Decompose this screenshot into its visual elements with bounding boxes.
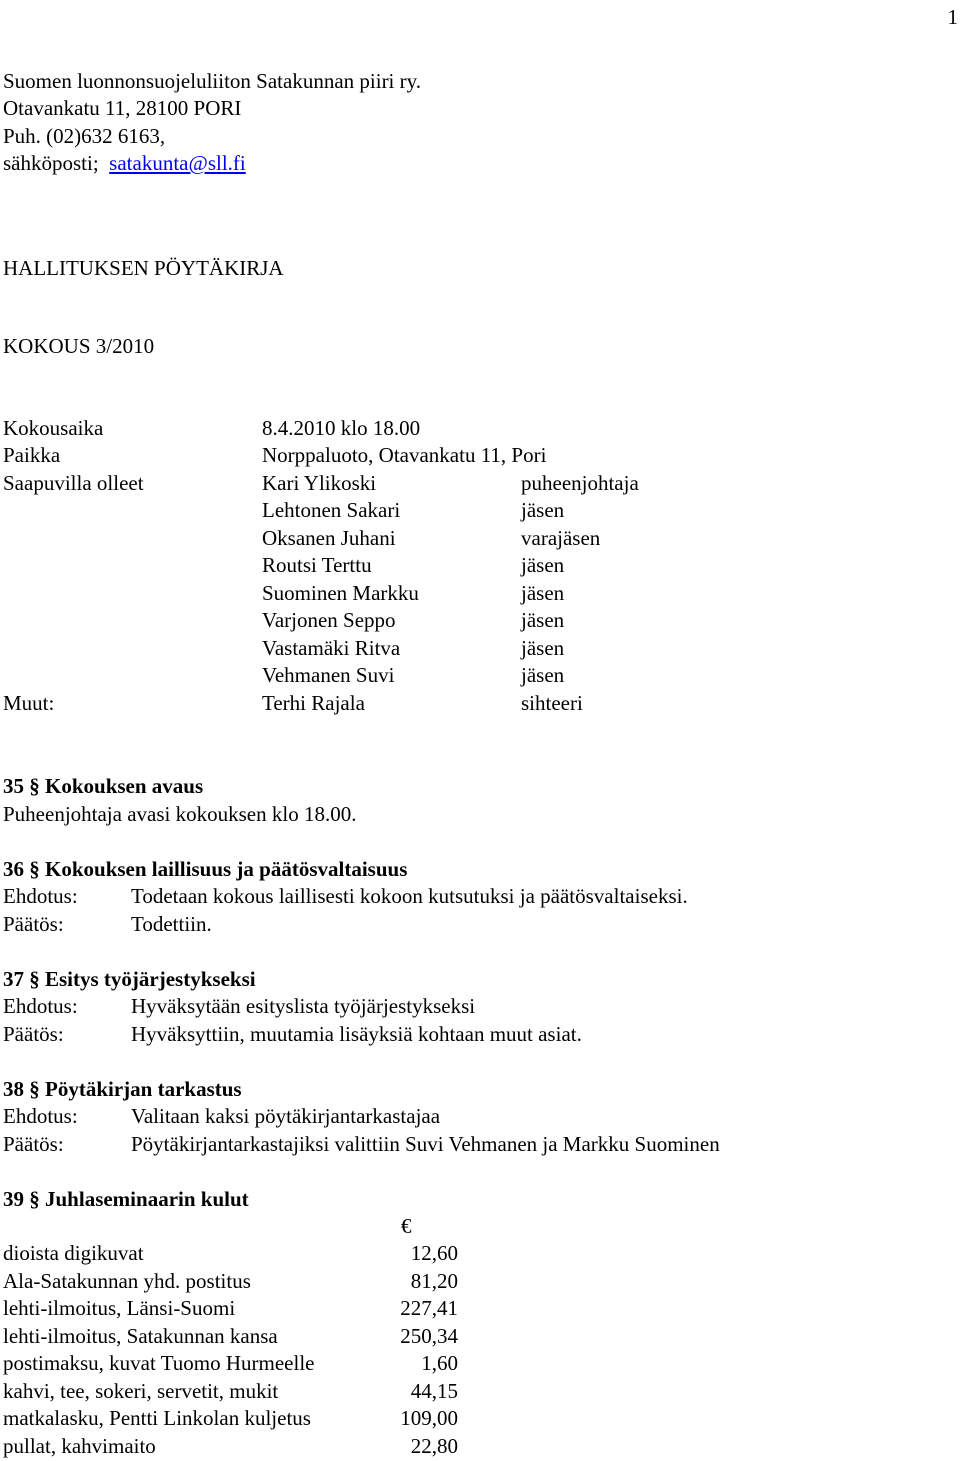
cost-amount: 44,15 (410, 1379, 458, 1403)
attendee-role: jäsen (521, 608, 565, 632)
attendee-role: varajäsen (521, 526, 601, 550)
attendee-name: Kari Ylikoski (262, 471, 377, 495)
org-name: Suomen luonnonsuojeluliiton Satakunnan piiri ry. (3, 69, 422, 93)
place-value: Norppaluoto, Otavankatu 11, Pori (262, 443, 547, 467)
cost-amount: 1,60 (421, 1351, 458, 1375)
decision-label: Päätös: (3, 912, 64, 936)
section-heading: 37 § Esitys työjärjestykseksi (3, 967, 256, 991)
section-heading: 36 § Kokouksen laillisuus ja päätösvaltaisuus (3, 857, 408, 881)
email-label: sähköposti; (3, 151, 99, 175)
attendee-role: jäsen (521, 498, 565, 522)
document-title: HALLITUKSEN PÖYTÄKIRJA (3, 256, 284, 280)
proposal-label: Ehdotus: (3, 1104, 78, 1128)
time-label: Kokousaika (3, 416, 104, 440)
proposal-text: Valitaan kaksi pöytäkirjantarkastajaa (131, 1104, 441, 1128)
decision-text: Todettiin. (131, 912, 212, 936)
meeting-number: KOKOUS 3/2010 (3, 334, 155, 358)
cost-amount: 81,20 (410, 1269, 458, 1293)
cost-label: lehti-ilmoitus, Länsi-Suomi (3, 1296, 236, 1320)
email-link[interactable]: satakunta@sll.fi (109, 151, 246, 175)
cost-amount: 12,60 (410, 1241, 458, 1265)
attendee-name: Vehmanen Suvi (262, 663, 395, 687)
cost-label: postimaksu, kuvat Tuomo Hurmeelle (3, 1351, 315, 1375)
cost-label: matkalasku, Pentti Linkolan kuljetus (3, 1406, 311, 1430)
others-name: Terhi Rajala (262, 691, 365, 715)
attendee-name: Oksanen Juhani (262, 526, 396, 550)
cost-amount: 22,80 (410, 1434, 458, 1458)
attendee-name: Lehtonen Sakari (262, 498, 401, 522)
cost-label: lehti-ilmoitus, Satakunnan kansa (3, 1324, 278, 1348)
attendees-label: Saapuvilla olleet (3, 471, 144, 495)
attendee-name: Suominen Markku (262, 581, 419, 605)
attendee-role: jäsen (521, 581, 565, 605)
cost-label: pullat, kahvimaito (3, 1434, 156, 1458)
attendee-name: Routsi Terttu (262, 553, 372, 577)
attendee-role: puheenjohtaja (521, 471, 639, 495)
cost-amount: 109,00 (400, 1406, 458, 1430)
attendee-name: Varjonen Seppo (262, 608, 396, 632)
decision-label: Päätös: (3, 1022, 64, 1046)
proposal-label: Ehdotus: (3, 994, 78, 1018)
proposal-text: Hyväksytään esityslista työjärjestykseksi (131, 994, 476, 1018)
attendee-name: Vastamäki Ritva (262, 636, 401, 660)
section-heading: 35 § Kokouksen avaus (3, 774, 204, 798)
cost-label: kahvi, tee, sokeri, servetit, mukit (3, 1379, 279, 1403)
currency-symbol: € (401, 1214, 412, 1238)
others-label: Muut: (3, 691, 55, 715)
attendee-role: jäsen (521, 636, 565, 660)
cost-amount: 227,41 (400, 1296, 458, 1320)
cost-label: dioista digikuvat (3, 1241, 144, 1265)
page-number: 1 (947, 5, 958, 29)
section-text: Puheenjohtaja avasi kokouksen klo 18.00. (3, 802, 357, 826)
decision-label: Päätös: (3, 1132, 64, 1156)
proposal-label: Ehdotus: (3, 884, 78, 908)
section-heading: 38 § Pöytäkirjan tarkastus (3, 1077, 242, 1101)
cost-label: Ala-Satakunnan yhd. postitus (3, 1269, 251, 1293)
others-role: sihteeri (521, 691, 583, 715)
cost-amount: 250,34 (400, 1324, 458, 1348)
org-address: Otavankatu 11, 28100 PORI (3, 96, 242, 120)
org-phone: Puh. (02)632 6163, (3, 124, 166, 148)
org-email-row (3, 150, 246, 178)
decision-text: Hyväksyttiin, muutamia lisäyksiä kohtaan muut asiat. (131, 1022, 582, 1046)
proposal-text: Todetaan kokous laillisesti kokoon kutsutuksi ja päätösvaltaiseksi. (131, 884, 688, 908)
time-value: 8.4.2010 klo 18.00 (262, 416, 421, 440)
attendee-role: jäsen (521, 553, 565, 577)
attendee-role: jäsen (521, 663, 565, 687)
place-label: Paikka (3, 443, 61, 467)
decision-text: Pöytäkirjantarkastajiksi valittiin Suvi Vehmanen ja Markku Suominen (131, 1132, 720, 1156)
section-heading: 39 § Juhlaseminaarin kulut (3, 1187, 249, 1211)
